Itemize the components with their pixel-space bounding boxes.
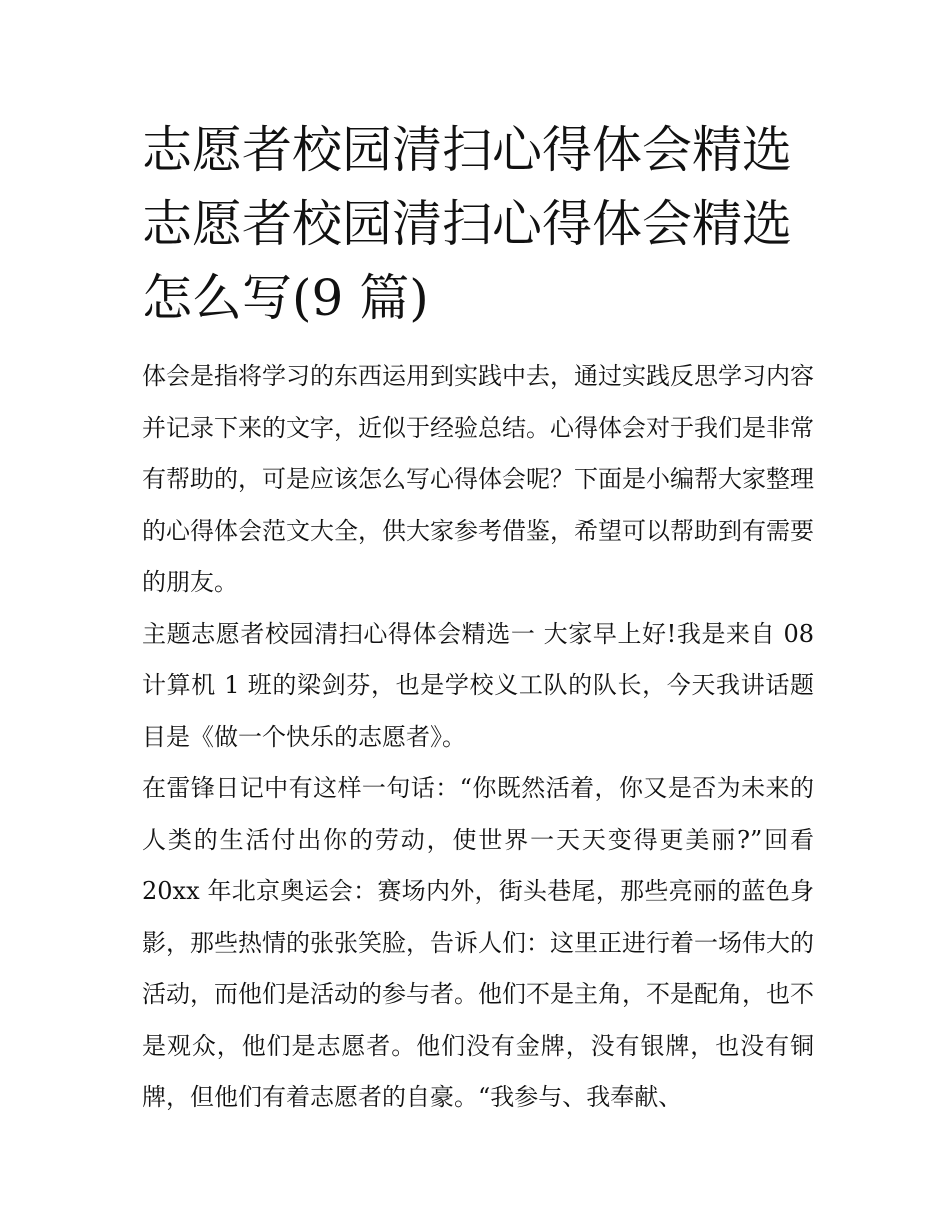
intro-paragraph: 体会是指将学习的东西运用到实践中去，通过实践反思学习内容并记录下来的文字，近似于经验总结。心得体会对于我们是非常有帮助的，可是应该怎么写心得体会呢？下面是小编帮大家整理的心得体会范文大全，供大家参考借鉴，希望可以帮助到有需要的朋友。 (142, 362, 814, 596)
title-line-2: 志愿者校园清扫心得体会精选 (142, 195, 792, 253)
document-title (142, 113, 814, 335)
document-content (142, 113, 814, 1124)
document-body (142, 351, 814, 1124)
title-line-3: 怎么写(9 篇) (142, 269, 429, 327)
topic-paragraph: 主题志愿者校园清扫心得体会精选一 大家早上好!我是来自 08 计算机 1 班的梁剑芬，也是学校义工队的队长，今天我讲话题目是《做一个快乐的志愿者》。 (142, 619, 814, 751)
body-paragraph: 在雷锋日记中有这样一句话：“你既然活着，你又是否为未来的人类的生活付出你的劳动，使世界一天天变得更美丽?”回看 20xx 年北京奥运会：赛场内外，街头巷尾，那些亮丽的蓝色身影，那些热情的张张笑脸，告诉人们：这里正进行着一场伟大的活动，而他们是活动的参与者。他们不是主角，不是配角，也不是观众，他们是志愿者。他们没有金牌，没有银牌，也没有铜牌，但他们有着志愿者的自豪。“我参与、我奉献、 (142, 774, 814, 1111)
title-line-1: 志愿者校园清扫心得体会精选 (142, 121, 792, 179)
